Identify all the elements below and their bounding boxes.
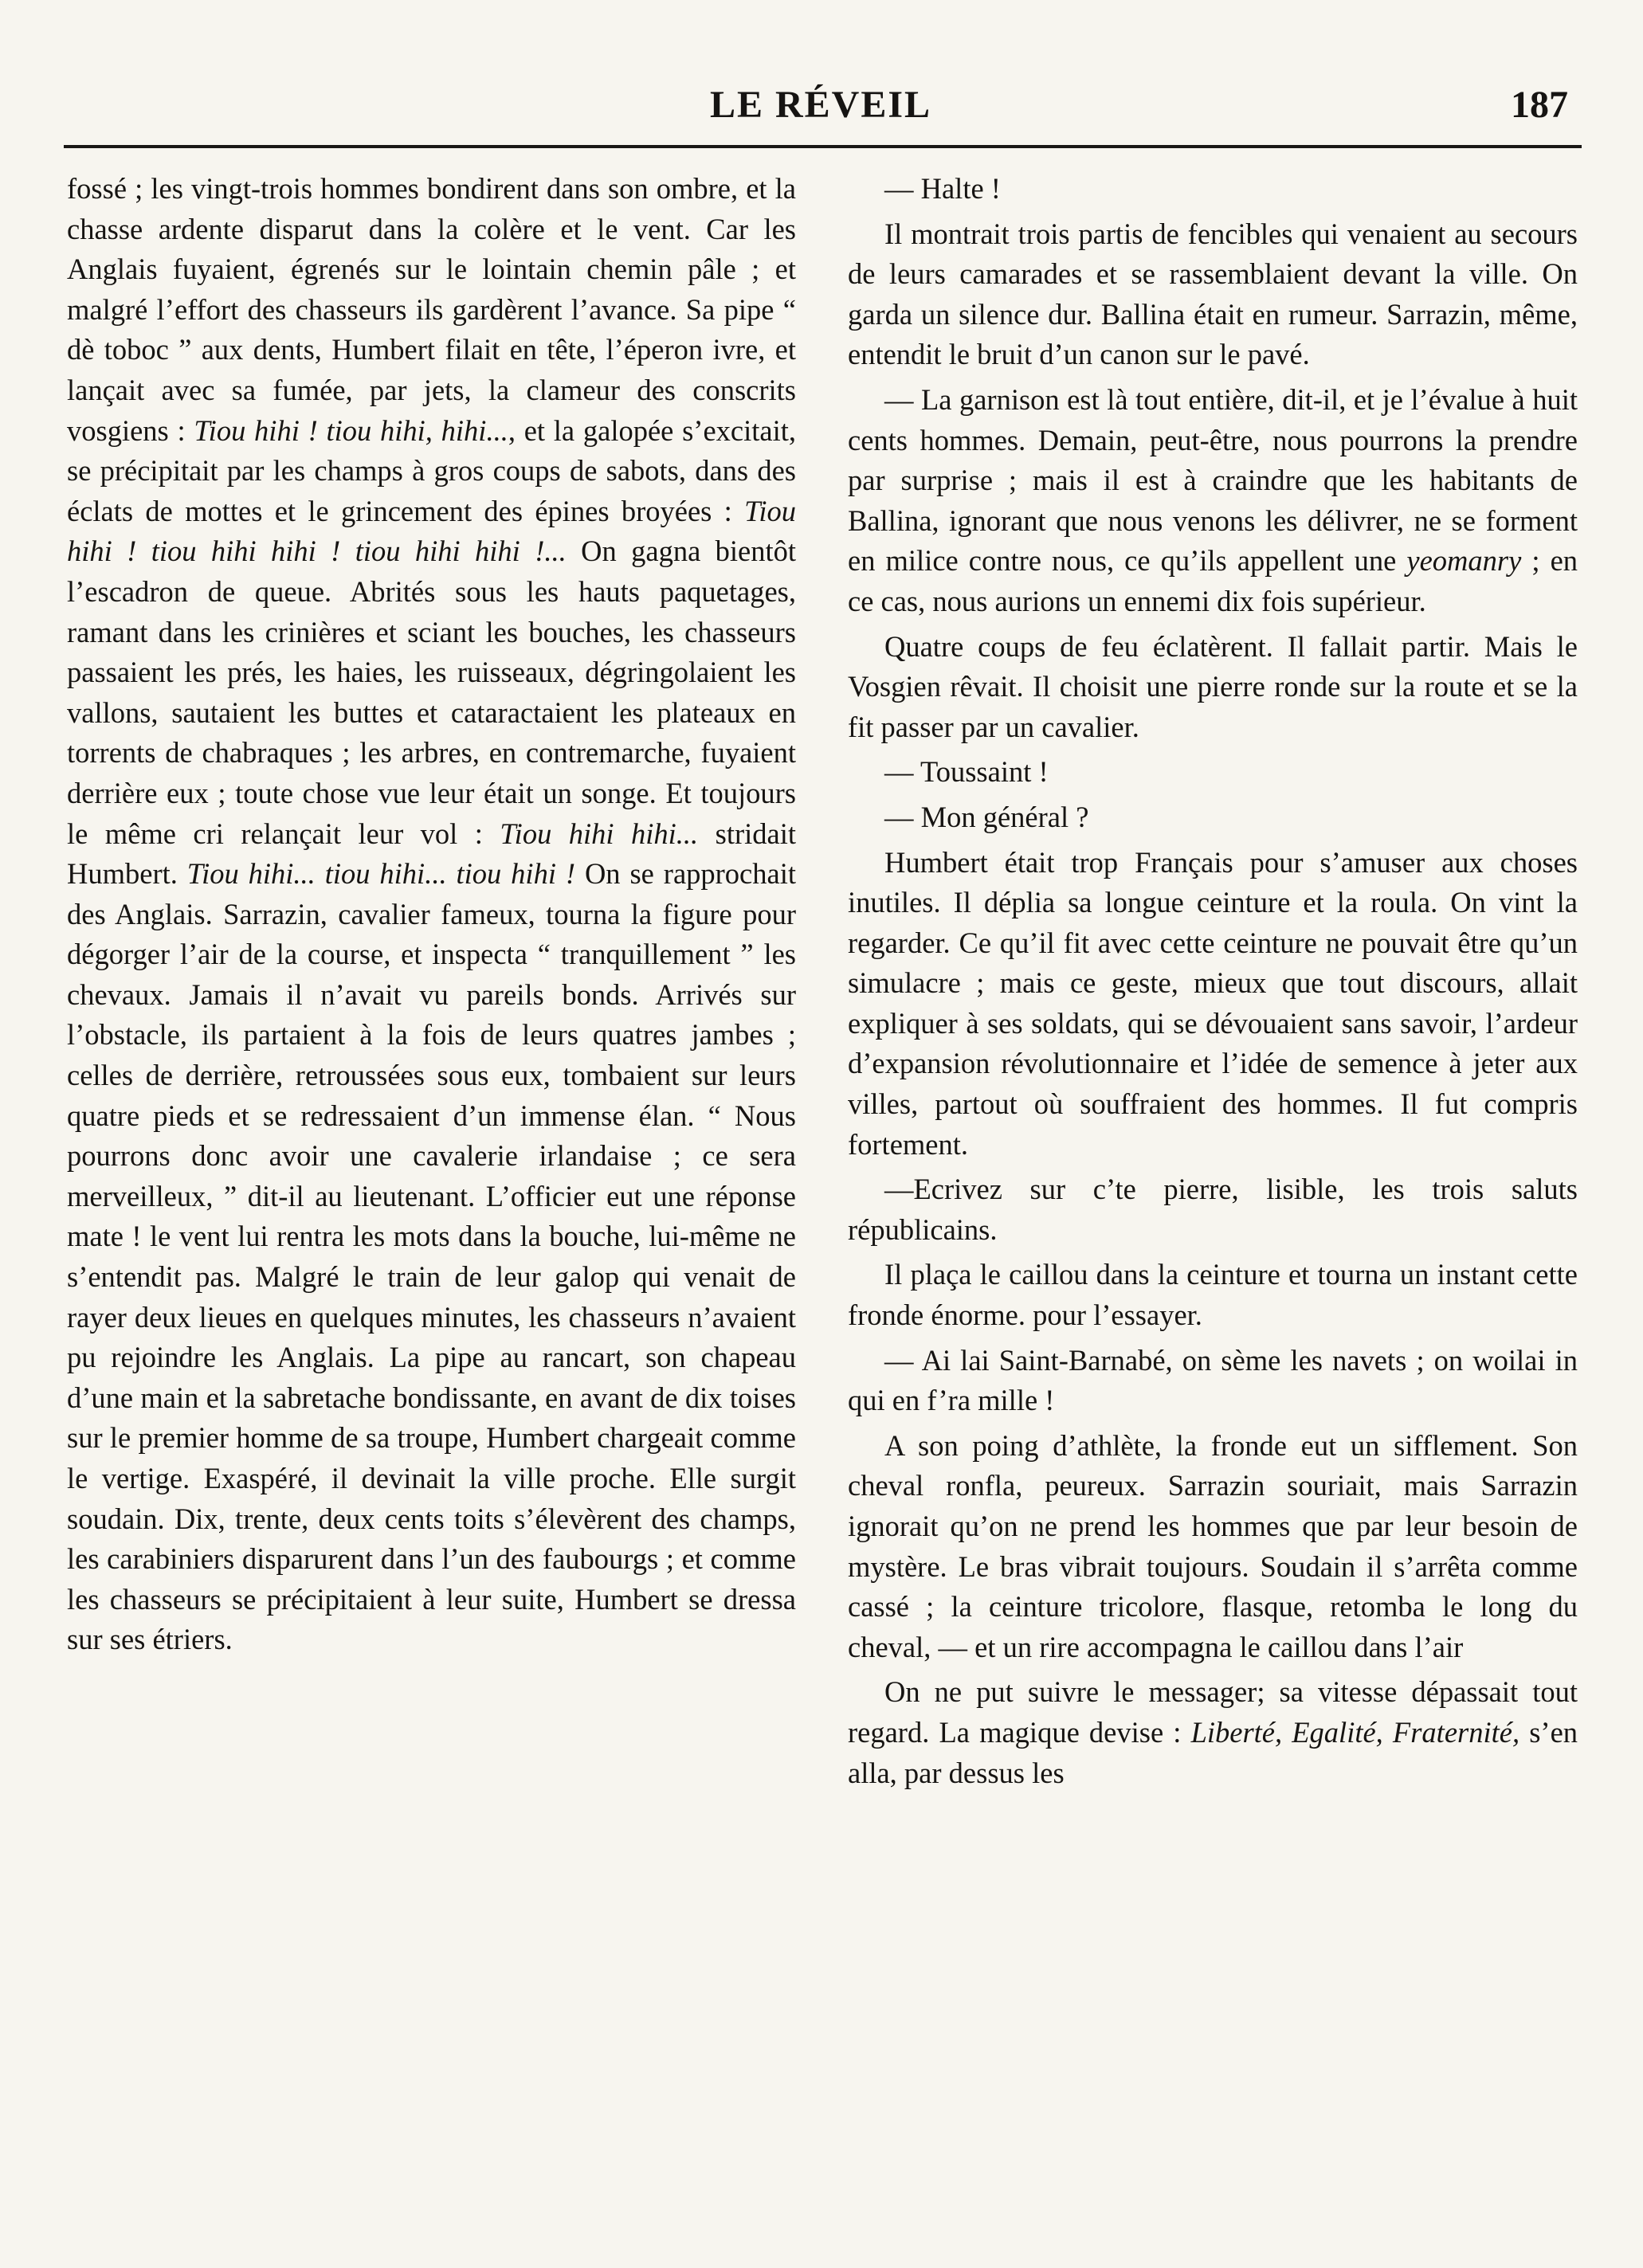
paragraph	[67, 169, 796, 1660]
text-run: fossé ; les vingt-trois hommes bondirent dans son ombre, et la chasse ardente disparut dans la colère et le vent. Car les Anglais fuyaient, égrenés sur le lointain chemin pâle ; et malgré l’effort des chasseurs ils gardèrent l’avance. Sa pipe “ dè toboc ” aux dents, Humbert filait en tête, l’éperon ivre, et lançait avec sa fumée, par jets, la clameur des conscrits vosgiens :	[67, 172, 796, 447]
dialogue-line: — Ai lai Saint-Barnabé, on sème les navets ; on woilai in qui en f’ra mille !	[848, 1343, 1578, 1417]
dialogue-line: —Ecrivez sur c’te pierre, lisible, les trois saluts républicains.	[848, 1173, 1578, 1246]
italic-cry: Tiou hihi ! tiou hihi hihi ! tiou hihi hihi !...	[67, 494, 797, 568]
page-number: 187	[1511, 84, 1568, 126]
paragraph: Il montrait trois partis de fencibles qui venaient au secours de leurs camarades et se rassemblaient devant la ville. On garda un silence dur. Ballina était en rumeur. Sarrazin, même, entendit le bruit d’un canon sur le pavé.	[848, 217, 1578, 371]
italic-cry: Tiou hihi ! tiou hihi, hihi...	[194, 413, 508, 447]
italic-motto: Liberté, Egalité, Fraternité,	[1190, 1715, 1520, 1749]
text-run: , et la galopée s’excitait, se précipitait par les champs à gros coups de sabots, dans des éclats de mottes et le grincement des épines broyées :	[67, 413, 796, 527]
text-run: — La garnison est là tout entière, dit-il, et je l’évalue à huit cents hommes. Demain, peut-être, nous pourrons la prendre par surprise ; mais il est à craindre que les habitants de Ballina, ignorant que nous venons les délivrer, ne se forment en milice contre nous, ce qu’ils appellent une	[848, 382, 1578, 578]
italic-cry: Tiou hihi... tiou hihi... tiou hihi !	[186, 857, 576, 891]
running-title: LE RÉVEIL	[709, 84, 932, 126]
text-run: stridait Humbert.	[67, 817, 797, 891]
paragraph: Humbert était trop Français pour s’amuser aux choses inutiles. Il déplia sa longue ceinture et la roula. On vint la regarder. Ce qu’il fit avec cette ceinture ne pouvait être qu’un simulacre ; mais ce geste, mieux que tout discours, allait expliquer à ses soldats, qui se dévouaient sans savoir, l’ardeur d’expansion révolutionnaire et l’idée de semence à jeter aux villes, partout où souffraient des hommes. Il fut compris fortement.	[848, 845, 1578, 1161]
paragraph	[848, 1672, 1578, 1793]
dialogue-line: — Mon général ?	[884, 800, 1089, 833]
paragraph	[848, 380, 1578, 622]
text-run: On se rapprochait des Anglais. Sarrazin, cavalier fameux, tourna la figure pour dégorger l’air de la course, et inspecta “ tranquillement ” les chevaux. Jamais il n’avait vu pareils bonds. Arrivés sur l’obstacle, ils partaient à la fois de leurs quatres jambes ; celles de derrière, retroussées sous eux, tombaient sur leurs quatre pieds et se redressaient d’un immense élan. “ Nous pourrons donc avoir une cavalerie irlandaise ; ce sera merveilleux, ” dit-il au lieutenant. L’officier eut une réponse mate ! le vent lui rentra les mots dans la bouche, lui-même ne s’entendit pas. Malgré le train de leur galop qui venait de rayer deux lieues en quelques minutes, les chasseurs n’avaient pu rejoindre les Anglais. La pipe au rancart, son chapeau d’une main et la sabretache bondissante, en avant de dix toises sur le premier homme de sa troupe, Humbert chargeait comme le vertige. Exaspéré, il devinait la ville proche. Elle surgit soudain. Dix, trente, deux cents toits s’élevèrent des champs, les carabiniers disparurent dans l’un des faubourgs ; et comme les chasseurs se précipitaient à leur suite, Humbert se dressa sur ses étriers.	[67, 857, 796, 1656]
italic-term: yeomanry	[1406, 544, 1522, 578]
header-rule	[64, 145, 1582, 148]
paragraph: Il plaça le caillou dans la ceinture et tourna un instant cette fronde énorme. pour l’essayer.	[848, 1258, 1578, 1332]
text-run: On ne put suivre le messager; sa vitesse dépassait tout regard. La magique devise :	[848, 1675, 1578, 1749]
paragraph: A son poing d’athlète, la fronde eut un sifflement. Son cheval ronfla, peureux. Sarrazin souriait, mais Sarrazin ignorait qu’on ne prend les hommes que par leur besoin de mystère. Le bras vibrait toujours. Soudain il s’arrêta comme cassé ; la ceinture tricolore, flasque, retomba le long du cheval, — et un rire accompagna le caillou dans l’air	[848, 1428, 1578, 1663]
paragraph: Quatre coups de feu éclatèrent. Il fallait partir. Mais le Vosgien rêvait. Il choisit une pierre ronde sur la route et se la fit passer par un cavalier.	[848, 629, 1578, 743]
text-run: ; en ce cas, nous aurions un ennemi dix fois supérieur.	[848, 544, 1578, 617]
text-run: On gagna bientôt l’escadron de queue. Abrités sous les hauts paquetages, ramant dans les crinières et sciant les bouches, les chasseurs passaient les prés, les haies, les ruisseaux, dégringolaient les vallons, sautaient les buttes et cataractaient les plateaux en torrents de chabraques ; les arbres, en contremarche, fuyaient derrière eux ; toute chose vue leur était un songe. Et toujours le même cri relançait leur vol :	[67, 535, 797, 850]
dialogue-line: — Toussaint !	[884, 755, 1049, 789]
left-column	[67, 169, 796, 1665]
text-run: s’en alla, par dessus les	[848, 1715, 1578, 1789]
right-column	[848, 169, 1578, 1798]
italic-cry: Tiou hihi hihi...	[500, 817, 699, 850]
dialogue-line: — Halte !	[884, 172, 1001, 205]
page-header	[64, 78, 1578, 142]
